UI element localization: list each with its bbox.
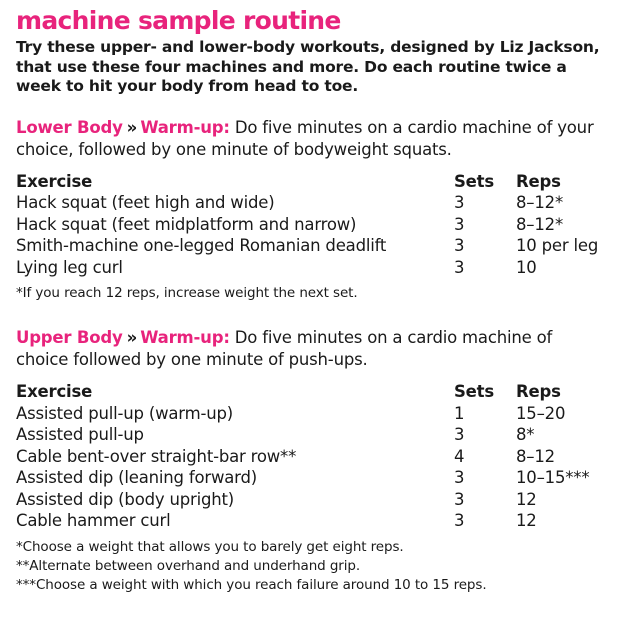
reps-header: Reps [516, 382, 561, 401]
exercise-header: Exercise [16, 171, 93, 191]
sets-cell: 3 [454, 236, 465, 255]
reps-cell: 8–12 [516, 446, 555, 466]
footnote: ***Choose a weight with which you reach failure around 10 to 15 reps. [16, 576, 487, 593]
table-row [16, 192, 606, 214]
sets-cell: 3 [454, 425, 465, 444]
footnote: *Choose a weight that allows you to barely get eight reps. [16, 538, 404, 555]
chevron-right-icon: » [126, 328, 136, 347]
exercise-cell: Assisted dip (body upright) [16, 489, 235, 509]
exercise-cell: Assisted pull-up [16, 425, 144, 444]
table-row [16, 489, 606, 511]
exercise-cell: Lying leg curl [16, 257, 123, 277]
upper-body-heading [16, 327, 606, 371]
table-row [16, 446, 606, 468]
upper-warmup-text: Do five minutes on a cardio machine of choice followed by one minute of push-ups. [16, 328, 553, 369]
lower-body-section [16, 117, 606, 304]
sets-cell: 3 [454, 214, 465, 234]
footnote: *If you reach 12 reps, increase weight the next set. [16, 285, 358, 301]
table-row [16, 403, 606, 425]
lower-body-rows [16, 192, 606, 278]
sets-cell: 1 [454, 403, 465, 423]
reps-cell: 12 [516, 511, 537, 530]
table-row [16, 214, 606, 236]
exercise-cell: Hack squat (feet midplatform and narrow) [16, 214, 357, 234]
table-header-row [16, 171, 606, 193]
sets-header: Sets [454, 171, 494, 191]
sets-cell: 3 [454, 489, 465, 509]
upper-body-rows [16, 403, 606, 532]
reps-cell: 10 per leg [516, 236, 599, 255]
table-row [16, 257, 606, 279]
table-header-row [16, 381, 606, 403]
reps-header: Reps [516, 171, 561, 191]
sets-header: Sets [454, 382, 494, 401]
reps-cell: 10 [516, 257, 537, 277]
lower-warmup-text: Do five minutes on a cardio machine of your choice, followed by one minute of bodyweight squats. [16, 117, 594, 159]
upper-body-label: Upper Body [16, 328, 123, 347]
chevron-right-icon: » [126, 117, 136, 137]
upper-body-notes [16, 538, 606, 595]
exercise-header: Exercise [16, 382, 93, 401]
lower-warmup-label: Warm-up: [140, 117, 230, 137]
reps-cell: 15–20 [516, 403, 566, 423]
reps-cell: 8–12* [516, 214, 563, 234]
upper-warmup-label: Warm-up: [140, 328, 230, 347]
lower-body-table [16, 171, 606, 279]
exercise-cell: Assisted dip (leaning forward) [16, 468, 257, 487]
upper-body-section [16, 327, 606, 595]
exercise-cell: Assisted pull-up (warm-up) [16, 403, 233, 423]
exercise-cell: Smith-machine one-legged Romanian deadlift [16, 236, 387, 255]
sets-cell: 3 [454, 257, 465, 277]
sets-cell: 3 [454, 468, 465, 487]
table-row [16, 235, 606, 257]
reps-cell: 10–15*** [516, 468, 590, 487]
reps-cell: 8* [516, 425, 535, 444]
page-title: machine sample routine [16, 6, 341, 35]
lower-body-heading [16, 117, 606, 161]
intro-text: Try these upper- and lower-body workouts, designed by Liz Jackson, that use these four machines and more. Do each routine twice a week to hit your body from head to toe. [16, 38, 600, 95]
lower-body-notes [16, 284, 606, 303]
sets-cell: 4 [454, 446, 465, 466]
table-row [16, 510, 606, 532]
table-row [16, 424, 606, 446]
upper-body-table [16, 381, 606, 532]
exercise-cell: Cable hammer curl [16, 511, 171, 530]
exercise-cell: Cable bent-over straight-bar row** [16, 446, 297, 466]
exercise-cell: Hack squat (feet high and wide) [16, 193, 275, 212]
sets-cell: 3 [454, 511, 465, 530]
sets-cell: 3 [454, 193, 465, 212]
table-row [16, 467, 606, 489]
footnote: **Alternate between overhand and underhand grip. [16, 557, 361, 574]
reps-cell: 8–12* [516, 193, 563, 212]
reps-cell: 12 [516, 489, 537, 509]
lower-body-label: Lower Body [16, 117, 123, 137]
